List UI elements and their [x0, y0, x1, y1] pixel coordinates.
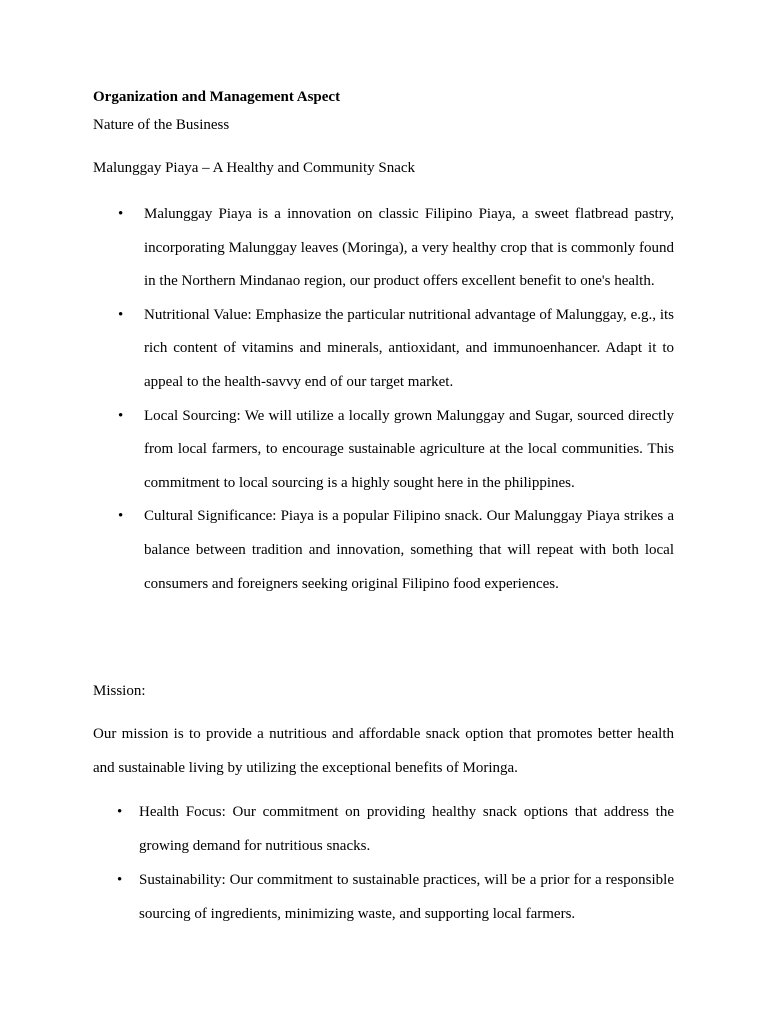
bullet-item-health-focus: • Health Focus: Our commitment on providing healthy snack options that address the growing demand for nutritious snacks.	[139, 795, 674, 863]
bullet-item-innovation: • Malunggay Piaya is a innovation on classic Filipino Piaya, a sweet flatbread pastry, incorporating Malunggay leaves (Moringa), a very healthy crop that is commonly found in the Northern Mindanao region, our product offers excellent benefit to one's health.	[144, 198, 674, 299]
bullet-item-cultural-significance: • Cultural Significance: Piaya is a popular Filipino snack. Our Malunggay Piaya strikes a balance between tradition and innovation, something that will repeat with both local consumers and foreigners seeking original Filipino food experiences.	[144, 500, 674, 601]
bullet-item-local-sourcing: • Local Sourcing: We will utilize a locally grown Malunggay and Sugar, sourced directly from local farmers, to encourage sustainable agriculture at the local communities. This commitment to local sourcing is a highly sought here in the philippines.	[144, 400, 674, 501]
section-heading: Organization and Management Aspect	[93, 89, 341, 105]
bullet-item-nutritional-value: • Nutritional Value: Emphasize the particular nutritional advantage of Malunggay, e.g., its rich content of vitamins and minerals, antioxidant, and immunoenhancer. Adapt it to appeal to the health-savvy end of our target market.	[144, 299, 674, 400]
product-title: Malunggay Piaya – A Healthy and Community Snack	[93, 160, 416, 176]
nature-bullet-list	[144, 198, 674, 601]
subsection-heading: Nature of the Business	[93, 117, 230, 133]
mission-text: Our mission is to provide a nutritious and affordable snack option that promotes better health and sustainable living by utilizing the exceptional benefits of Moringa.	[93, 726, 674, 776]
mission-bullet-list	[139, 795, 674, 931]
bullet-item-sustainability: • Sustainability: Our commitment to sustainable practices, will be a prior for a responsible sourcing of ingredients, minimizing waste, and supporting local farmers.	[139, 863, 674, 931]
mission-label: Mission:	[93, 683, 146, 699]
